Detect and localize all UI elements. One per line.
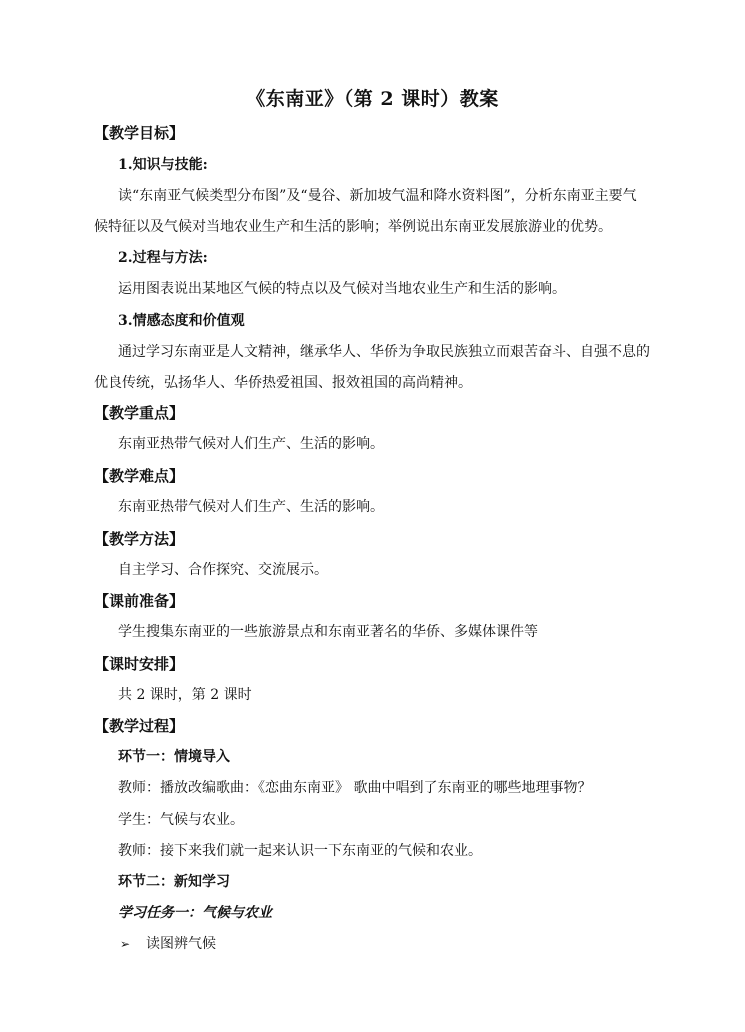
objective-1-title: 1.知识与技能: [118, 157, 208, 173]
page-title: 《东南亚》（第 2 课时）教案 [246, 88, 499, 110]
process-heading: 【教学过程】 [94, 717, 185, 735]
schedule-text: 共 2 课时，第 2 课时 [118, 687, 252, 703]
step-1-student-line: 学生：气候与农业。 [118, 812, 244, 828]
objectives-heading: 【教学目标】 [94, 124, 185, 142]
preparation-heading: 【课前准备】 [94, 592, 185, 610]
schedule-heading: 【课时安排】 [94, 655, 185, 673]
task-1-title: 学习任务一：气候与农业 [118, 905, 272, 921]
step-2-title: 环节二：新知学习 [118, 874, 230, 890]
step-1-teacher-line-2: 教师：接下来我们就一起来认识一下东南亚的气候和农业。 [118, 843, 482, 859]
objective-2-line-1: 运用图表说出某地区气候的特点以及气候对当地农业生产和生活的影响。 [118, 281, 566, 297]
objective-3-line-1: 通过学习东南亚是人文精神，继承华人、华侨为争取民族独立而艰苦奋斗、自强不息的 [118, 344, 650, 360]
objective-3-title: 3.情感态度和价值观 [118, 313, 245, 329]
objective-1-line-1: 读“东南亚气候类型分布图”及“曼谷、新加坡气温和降水资料图”，分析东南亚主要气 [118, 188, 637, 204]
bullet-item-1: 读图辨气候 [146, 936, 216, 952]
preparation-text: 学生搜集东南亚的一些旅游景点和东南亚著名的华侨、多媒体课件等 [118, 624, 538, 640]
objective-3-line-2: 优良传统，弘扬华人、华侨热爱祖国、报效祖国的高尚精神。 [94, 375, 472, 391]
objective-1-line-2: 候特征以及气候对当地农业生产和生活的影响；举例说出东南亚发展旅游业的优势。 [94, 219, 612, 235]
key-points-heading: 【教学重点】 [94, 404, 185, 422]
difficult-points-heading: 【教学难点】 [94, 467, 185, 485]
step-1-teacher-line-1: 教师：播放改编歌曲：《恋曲东南亚》 歌曲中唱到了东南亚的哪些地理事物？ [118, 780, 592, 796]
step-1-title: 环节一：情境导入 [118, 749, 230, 765]
arrow-bullet-icon: ➢ [120, 937, 131, 951]
method-heading: 【教学方法】 [94, 530, 185, 548]
method-text: 自主学习、合作探究、交流展示。 [118, 562, 328, 578]
objective-2-title: 2.过程与方法: [118, 250, 208, 266]
difficult-points-text: 东南亚热带气候对人们生产、生活的影响。 [118, 499, 384, 515]
key-points-text: 东南亚热带气候对人们生产、生活的影响。 [118, 436, 384, 452]
